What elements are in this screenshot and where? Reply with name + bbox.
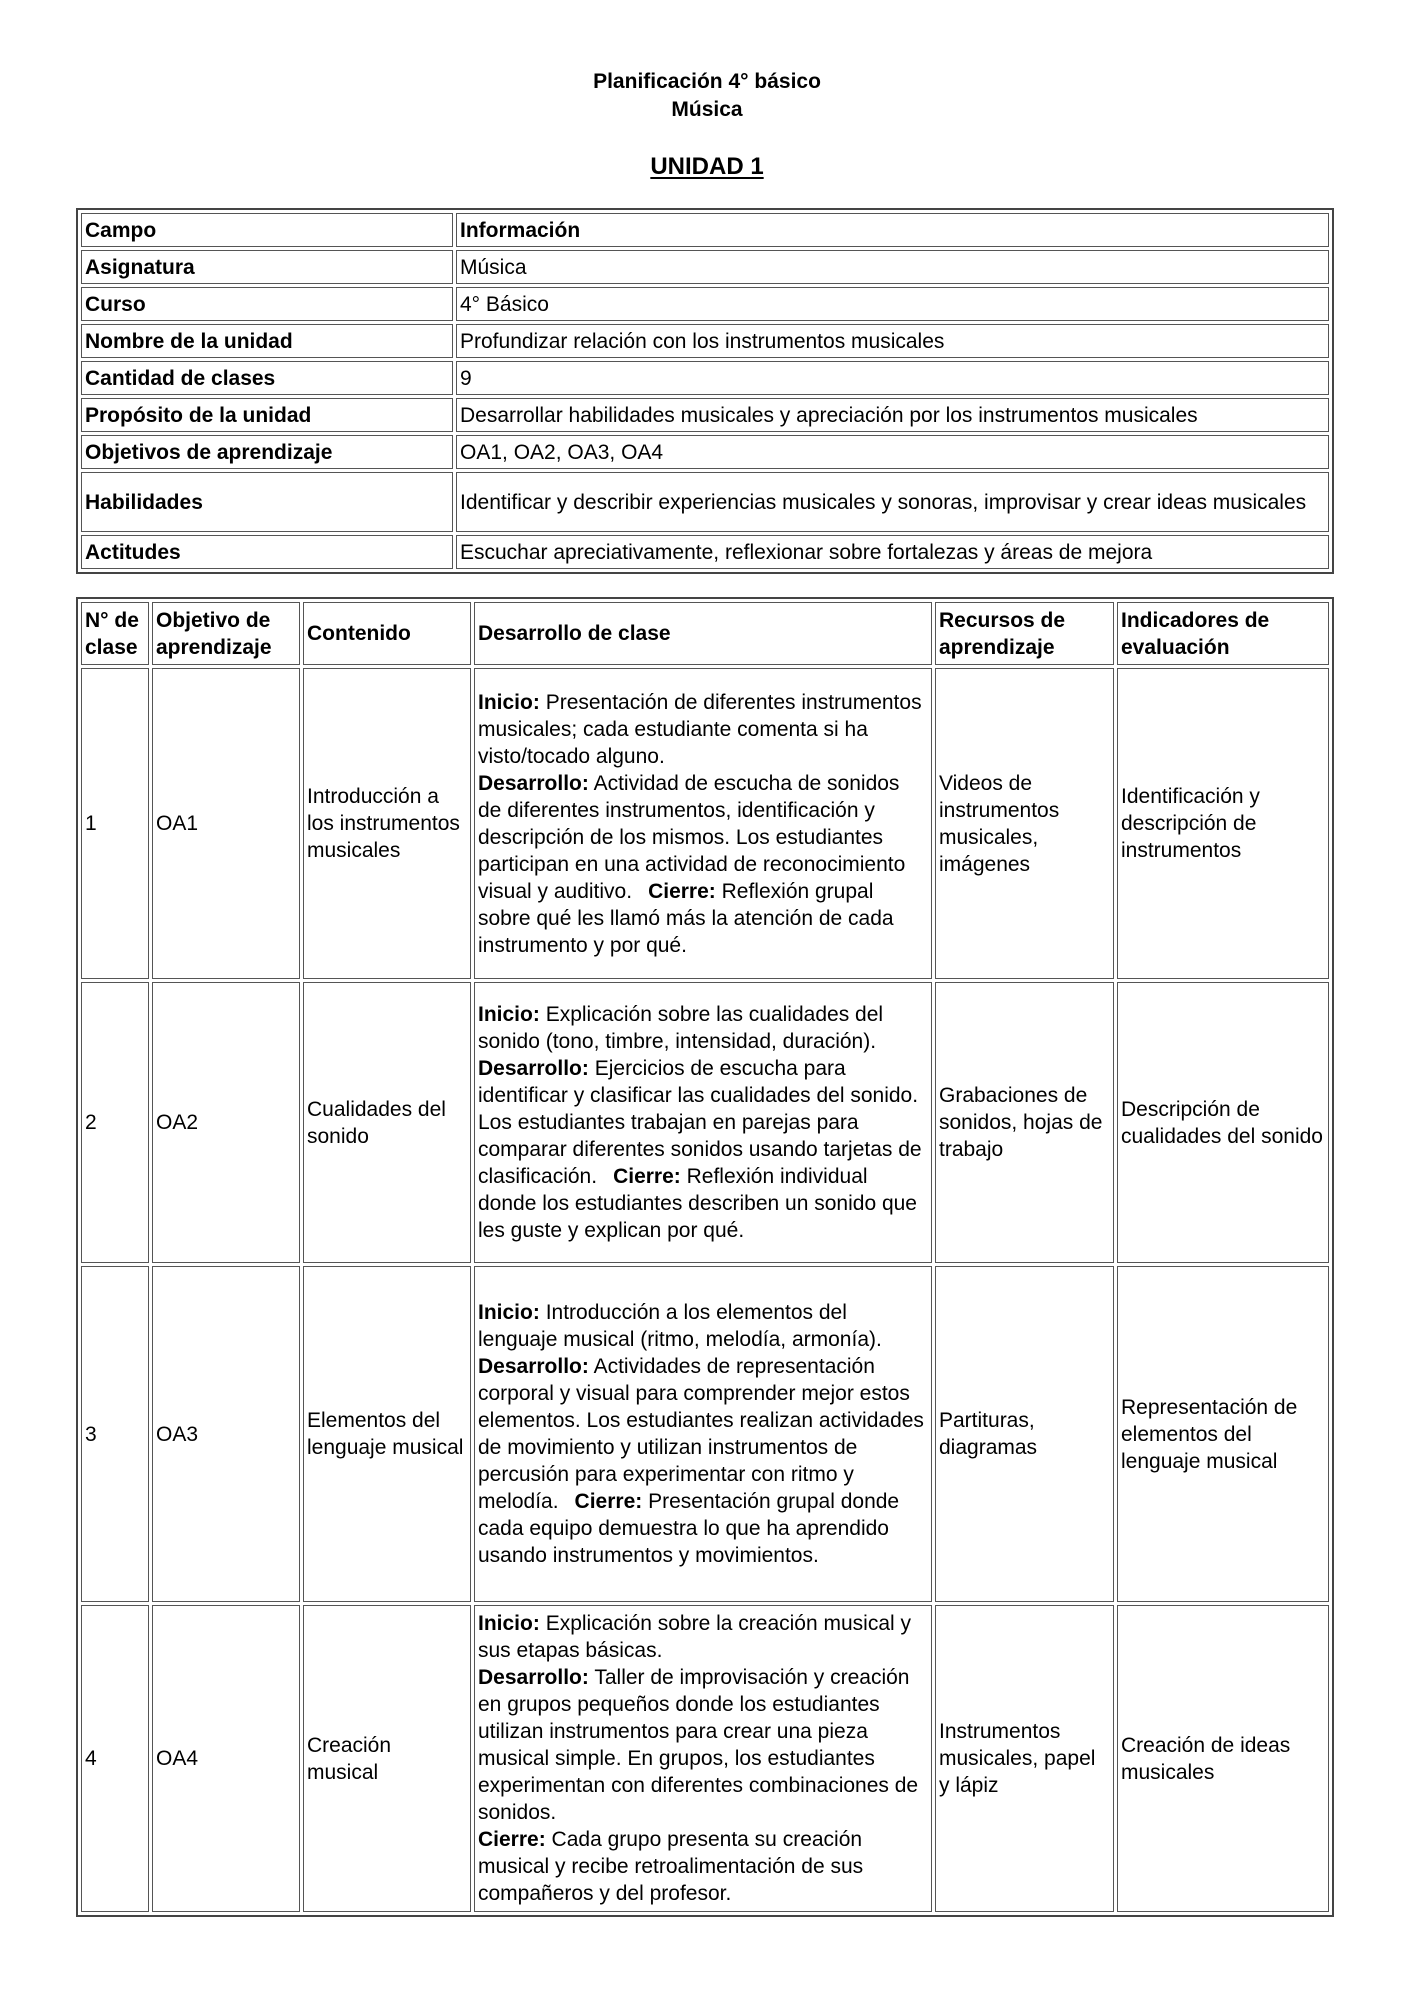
development [474, 1605, 932, 1912]
inicio-text: Introducción a los elementos del lenguaje musical (ritmo, melodía, armonía). [478, 1301, 882, 1351]
info-key: Objetivos de aprendizaje [81, 435, 453, 469]
desarrollo-label: Desarrollo: [478, 1355, 589, 1378]
info-row [81, 287, 1329, 321]
inicio-label: Inicio: [478, 1003, 540, 1026]
development [474, 668, 932, 979]
info-row [81, 398, 1329, 432]
info-value: Desarrollar habilidades musicales y apreciación por los instrumentos musicales [456, 398, 1329, 432]
info-key: Curso [81, 287, 453, 321]
inicio-label: Inicio: [478, 1301, 540, 1324]
indicators: Representación de elementos del lenguaje musical [1117, 1266, 1329, 1602]
cierre-text: Reflexión individual donde los estudiantes describen un sonido que les guste y explican por qué. [478, 1165, 917, 1242]
col-header-resources: Recursos de aprendizaje [935, 602, 1114, 665]
info-key: Propósito de la unidad [81, 398, 453, 432]
inicio-text: Presentación de diferentes instrumentos musicales; cada estudiante comenta si ha visto/tocado alguno. [478, 690, 922, 768]
info-key: Asignatura [81, 250, 453, 284]
cierre-text: Cada grupo presenta su creación musical y recibe retroalimentación de sus compañeros y del profesor. [478, 1828, 864, 1905]
title-line-1: Planificación 4° básico [593, 70, 821, 93]
desarrollo-text: Actividad de escucha de sonidos de diferentes instrumentos, identificación y descripción de los mismos. Los estudiantes participan en una actividad de reconocimiento visual y auditivo. [478, 771, 906, 903]
info-header-key: Campo [81, 213, 453, 247]
title-line-2: Música [671, 98, 743, 121]
cierre-label: Cierre: [574, 1490, 643, 1513]
info-value: Escuchar apreciativamente, reflexionar sobre fortalezas y áreas de mejora [456, 535, 1329, 569]
plan-header-row [81, 602, 1329, 665]
col-header-development: Desarrollo de clase [474, 602, 932, 665]
resources: Videos de instrumentos musicales, imágenes [935, 668, 1114, 979]
indicators: Identificación y descripción de instrumentos [1117, 668, 1329, 979]
indicators: Creación de ideas musicales [1117, 1605, 1329, 1912]
inicio-text: Explicación sobre la creación musical y sus etapas básicas. [478, 1612, 912, 1662]
lesson-plan-table [76, 597, 1334, 1917]
development [474, 1266, 932, 1602]
resources: Instrumentos musicales, papel y lápiz [935, 1605, 1114, 1912]
info-row [81, 472, 1329, 532]
objective: OA4 [152, 1605, 300, 1912]
info-key: Actitudes [81, 535, 453, 569]
content: Elementos del lenguaje musical [303, 1266, 471, 1602]
info-row [81, 535, 1329, 569]
col-header-objective: Objetivo de aprendizaje [152, 602, 300, 665]
plan-row [81, 1266, 1329, 1602]
desarrollo-label: Desarrollo: [478, 771, 589, 795]
content: Cualidades del sonido [303, 982, 471, 1263]
desarrollo-label: Desarrollo: [478, 1057, 589, 1080]
info-value: Profundizar relación con los instrumentos musicales [456, 324, 1329, 358]
col-header-indicators: Indicadores de evaluación [1117, 602, 1329, 665]
desarrollo-label: Desarrollo: [478, 1666, 589, 1689]
class-number: 2 [81, 982, 149, 1263]
cierre-text: Reflexión grupal sobre qué les llamó más la atención de cada instrumento y por qué. [478, 879, 894, 957]
plan-row [81, 1605, 1329, 1912]
info-key: Habilidades [81, 472, 453, 532]
objective: OA2 [152, 982, 300, 1263]
info-row [81, 324, 1329, 358]
info-row [81, 435, 1329, 469]
info-value: Identificar y describir experiencias musicales y sonoras, improvisar y crear ideas musicales [456, 472, 1329, 532]
col-header-class-number: N° de clase [81, 602, 149, 665]
objective: OA3 [152, 1266, 300, 1602]
inicio-label: Inicio: [478, 1612, 540, 1635]
info-row [81, 250, 1329, 284]
info-row [81, 361, 1329, 395]
info-header-row [81, 213, 1329, 247]
info-value: Música [456, 250, 1329, 284]
inicio-text: Explicación sobre las cualidades del sonido (tono, timbre, intensidad, duración). [478, 1003, 884, 1053]
class-number: 4 [81, 1605, 149, 1912]
content: Creación musical [303, 1605, 471, 1912]
class-number: 1 [81, 668, 149, 979]
info-header-value: Información [456, 213, 1329, 247]
desarrollo-text: Ejercicios de escucha para identificar y clasificar las cualidades del sonido. Los estudiantes trabajan en parejas para comparar diferentes sonidos usando tarjetas de clasificación. [478, 1057, 922, 1188]
objective: OA1 [152, 668, 300, 979]
plan-row [81, 668, 1329, 979]
resources: Partituras, diagramas [935, 1266, 1114, 1602]
content: Introducción a los instrumentos musicales [303, 668, 471, 979]
page-title [0, 68, 1414, 124]
inicio-label: Inicio: [478, 690, 540, 714]
resources: Grabaciones de sonidos, hojas de trabajo [935, 982, 1114, 1263]
info-key: Nombre de la unidad [81, 324, 453, 358]
info-value: OA1, OA2, OA3, OA4 [456, 435, 1329, 469]
cierre-label: Cierre: [648, 879, 716, 903]
development [474, 982, 932, 1263]
info-value: 4° Básico [456, 287, 1329, 321]
cierre-text: Presentación grupal donde cada equipo demuestra lo que ha aprendido usando instrumentos y movimientos. [478, 1490, 900, 1567]
class-number: 3 [81, 1266, 149, 1602]
desarrollo-text: Actividades de representación corporal y visual para comprender mejor estos elementos. Los estudiantes realizan actividades de movimiento y utilizan instrumentos de percusión para experimentar con ritmo y melodía. [478, 1355, 924, 1513]
cierre-label: Cierre: [613, 1165, 681, 1188]
info-key: Cantidad de clases [81, 361, 453, 395]
indicators: Descripción de cualidades del sonido [1117, 982, 1329, 1263]
plan-row [81, 982, 1329, 1263]
col-header-content: Contenido [303, 602, 471, 665]
desarrollo-text: Taller de improvisación y creación en grupos pequeños donde los estudiantes utilizan instrumentos para crear una pieza musical simple. En grupos, los estudiantes experimentan con diferentes combinaciones de sonidos. [478, 1666, 919, 1824]
unit-info-table [76, 208, 1334, 574]
unit-title: UNIDAD 1 [650, 153, 764, 180]
info-value: 9 [456, 361, 1329, 395]
cierre-label: Cierre: [478, 1828, 546, 1851]
